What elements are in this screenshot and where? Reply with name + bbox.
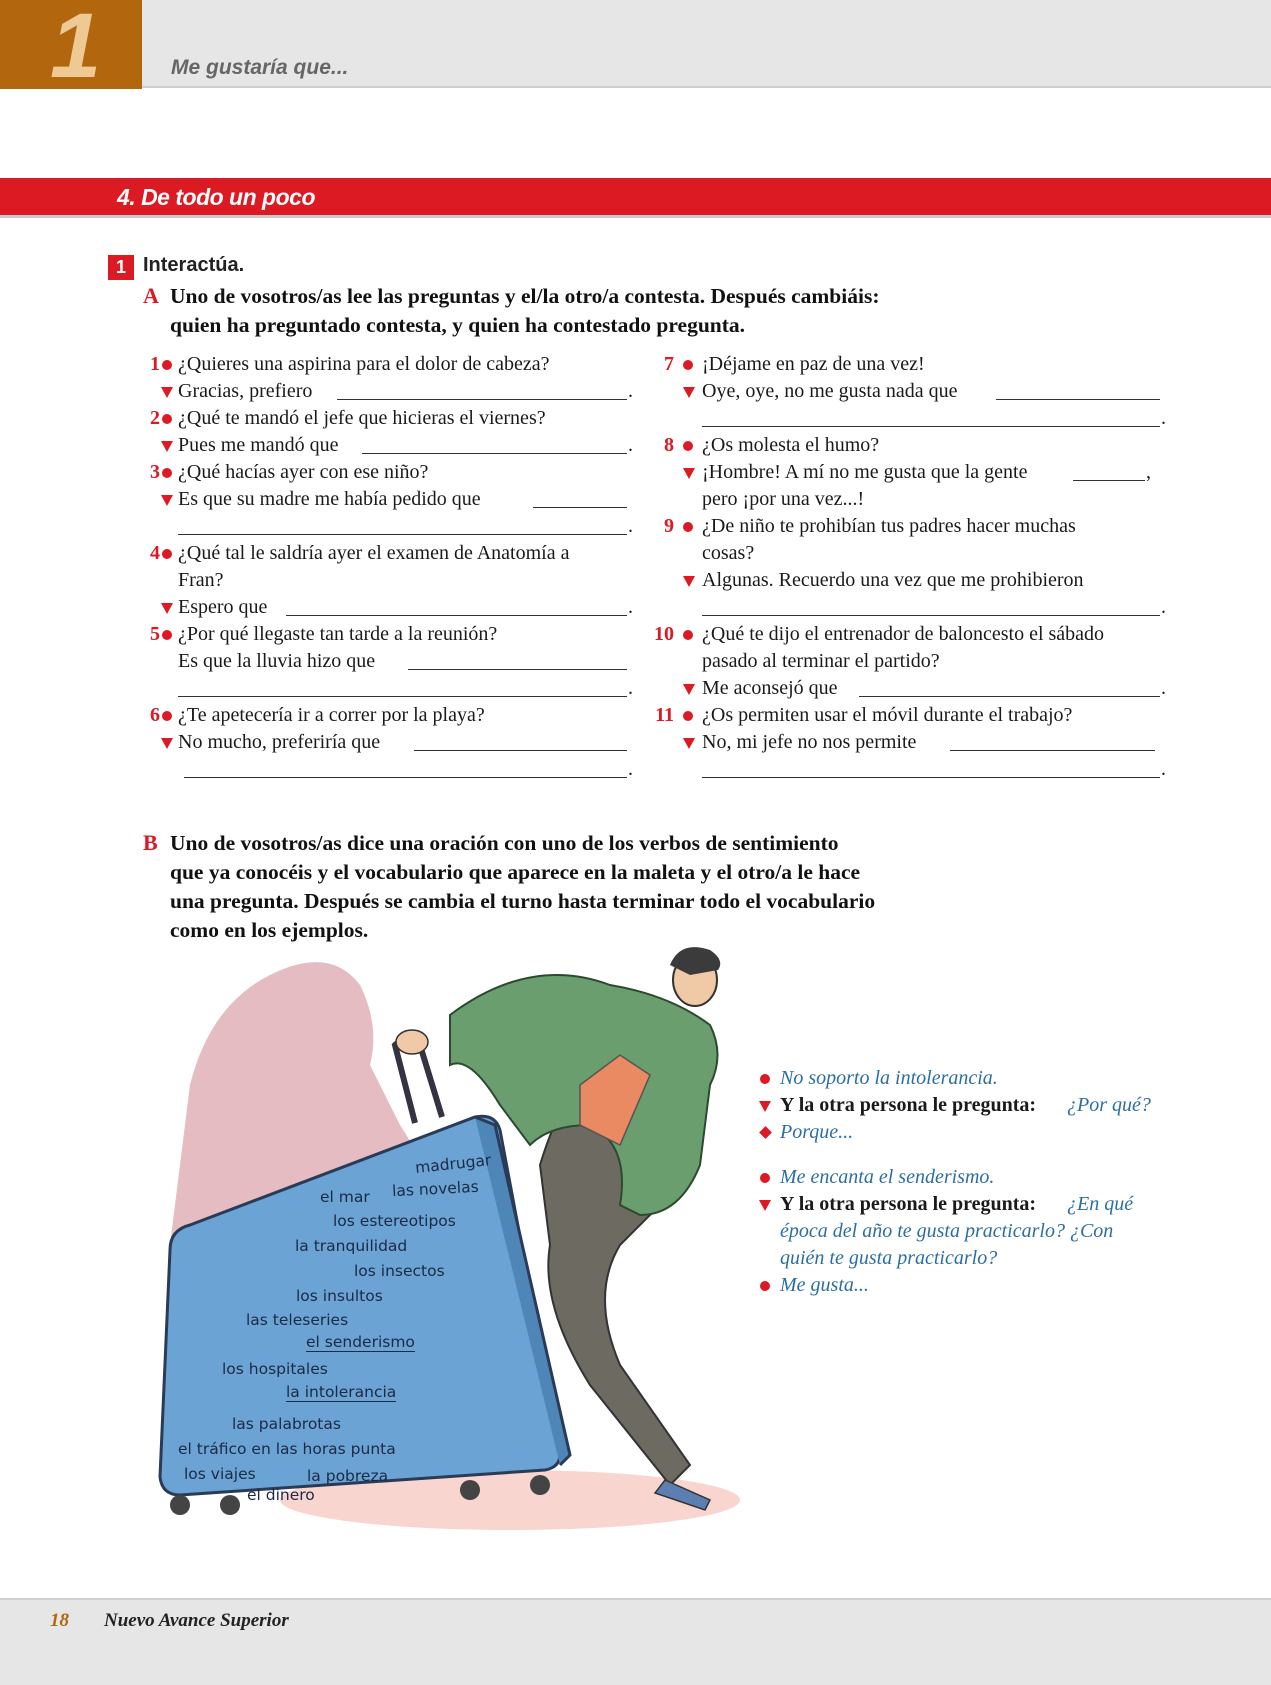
item-8-answer-cont [650, 486, 1170, 513]
speaker-a-dot-icon [760, 1173, 770, 1183]
wheel [220, 1495, 240, 1515]
speaker-b-triangle-icon [683, 468, 695, 479]
vocab-word: el tráfico en las horas punta [178, 1440, 396, 1458]
item-1-question [130, 351, 650, 378]
speaker-b-triangle-icon [161, 495, 173, 506]
speaker-a-dot-icon [162, 630, 172, 640]
example-text: Y la otra persona le pregunta: [780, 1193, 1037, 1215]
exercise-number: 1 [108, 255, 134, 280]
question-text: Fran? [178, 569, 224, 591]
item-number: 1 [150, 353, 160, 375]
period: . [1161, 596, 1166, 618]
answer-text: Algunas. Recuerdo una vez que me prohibieron [702, 569, 1084, 591]
person-hand [396, 1030, 428, 1054]
item-10-question-cont [650, 648, 1170, 675]
example-text: Me gusta... [780, 1274, 869, 1296]
question-text: ¿Qué te dijo el entrenador de baloncesto el sábado [702, 623, 1105, 645]
speaker-b-triangle-icon [161, 387, 173, 398]
example-text: No soporto la intolerancia. [780, 1067, 998, 1089]
item-6-answer-cont [130, 756, 650, 783]
speaker-b-triangle-icon [161, 738, 173, 749]
question-text: ¿Qué te mandó el jefe que hicieras el viernes? [178, 407, 546, 429]
dialogue-column-right [650, 351, 1170, 783]
vocab-word: las novelas [391, 1177, 480, 1201]
question-text: ¿Te apetecería ir a correr por la playa? [178, 704, 485, 726]
answer-blank[interactable] [859, 677, 1160, 697]
item-9-answer [650, 567, 1170, 594]
item-7-question [650, 351, 1170, 378]
speaker-a-dot-icon [162, 549, 172, 559]
traveler-with-suitcase-illustration [150, 945, 790, 1545]
item-11-answer-cont [650, 756, 1170, 783]
period: . [1161, 758, 1166, 780]
item-9-answer-cont [650, 594, 1170, 621]
item-number: 5 [150, 623, 160, 645]
answer-text: Me aconsejó que [702, 677, 838, 699]
answer-blank[interactable] [178, 515, 627, 535]
item-4-question-cont [130, 567, 650, 594]
vocab-word: la tranquilidad [295, 1237, 408, 1255]
answer-blank[interactable] [950, 731, 1155, 751]
item-number: 11 [655, 704, 674, 726]
answer-text: ¡Hombre! A mí no me gusta que la gente [702, 461, 1028, 483]
speaker-b-triangle-icon [161, 603, 173, 614]
speaker-b-triangle-icon [683, 576, 695, 587]
page-number: 18 [50, 1610, 69, 1631]
part-b-letter: B [143, 830, 158, 855]
speaker-b-triangle-icon [759, 1200, 771, 1211]
question-text: ¿Os molesta el humo? [702, 434, 880, 456]
item-3-question [130, 459, 650, 486]
item-4-answer [130, 594, 650, 621]
vocab-word: las teleseries [246, 1311, 349, 1329]
item-10-question [650, 621, 1170, 648]
item-5-answer [130, 648, 650, 675]
book-title: Nuevo Avance Superior [104, 1610, 289, 1631]
wheel [460, 1480, 480, 1500]
item-11-question [650, 702, 1170, 729]
answer-text: No mucho, preferiría que [178, 731, 381, 753]
speaker-a-dot-icon [162, 414, 172, 424]
question-text: ¿Por qué llegaste tan tarde a la reunión? [178, 623, 498, 645]
item-2-answer [130, 432, 650, 459]
example-text: quién te gusta practicarlo? [780, 1247, 998, 1269]
answer-blank[interactable] [702, 758, 1160, 778]
item-3-answer-cont [130, 513, 650, 540]
speaker-a-dot-icon [162, 711, 172, 721]
vocab-word-underlined: la intolerancia [286, 1383, 397, 1401]
period: . [1161, 407, 1166, 429]
example-text: ¿En qué [1067, 1193, 1134, 1215]
item-4-question [130, 540, 650, 567]
unit-badge [0, 0, 142, 97]
vocab-word: los hospitales [222, 1360, 328, 1378]
speaker-a-dot-icon [683, 441, 693, 451]
answer-blank[interactable] [408, 650, 627, 670]
wheel [170, 1495, 190, 1515]
part-b-instruction-line1: Uno de vosotros/as dice una oración con uno de los verbos de sentimiento [170, 831, 839, 855]
answer-blank[interactable] [533, 488, 627, 508]
footer-bar [0, 1598, 1271, 1685]
period: . [628, 758, 633, 780]
speaker-b-triangle-icon [683, 387, 695, 398]
item-3-answer [130, 486, 650, 513]
answer-blank[interactable] [1073, 461, 1145, 481]
vocab-word: las palabrotas [232, 1415, 341, 1433]
vocab-word: los insultos [296, 1287, 383, 1305]
vocab-word: el dinero [247, 1486, 315, 1504]
period: . [628, 677, 633, 699]
speaker-a-dot-icon [683, 522, 693, 532]
item-8-question [650, 432, 1170, 459]
answer-text: Es que su madre me había pedido que [178, 488, 481, 510]
item-8-answer [650, 459, 1170, 486]
vocab-word: madrugar [414, 1151, 493, 1177]
item-5-answer-cont [130, 675, 650, 702]
answer-blank[interactable] [184, 758, 627, 778]
comma: , [1146, 461, 1151, 483]
answer-blank[interactable] [337, 380, 627, 400]
part-a-instruction-line1: Uno de vosotros/as lee las preguntas y el/la otro/a contesta. Después cambiáis: [170, 284, 880, 308]
answer-text: Espero que [178, 596, 268, 618]
item-7-answer [650, 378, 1170, 405]
item-2-question [130, 405, 650, 432]
example-text: Y la otra persona le pregunta: [780, 1094, 1037, 1116]
unit-number: 1 [50, 0, 100, 97]
item-9-question-cont [650, 540, 1170, 567]
item-6-answer [130, 729, 650, 756]
example-text: ¿Por qué? [1067, 1094, 1151, 1116]
question-text: ¿Os permiten usar el móvil durante el trabajo? [702, 704, 1073, 726]
item-number: 8 [664, 434, 674, 456]
answer-text: Es que la lluvia hizo que [178, 650, 376, 672]
question-text: ¡Déjame en paz de una vez! [702, 353, 925, 375]
question-text: ¿De niño te prohibían tus padres hacer muchas [702, 515, 1076, 537]
speaker-a-dot-icon [162, 360, 172, 370]
section-bar [0, 178, 1271, 218]
example-text: Porque... [780, 1121, 854, 1143]
speaker-b-triangle-icon [759, 1101, 771, 1112]
speaker-a-dot-icon [683, 711, 693, 721]
answer-blank[interactable] [996, 380, 1160, 400]
item-6-question [130, 702, 650, 729]
answer-text: Oye, oye, no me gusta nada que [702, 380, 958, 402]
item-number: 10 [654, 623, 674, 645]
question-text: ¿Quieres una aspirina para el dolor de cabeza? [178, 353, 550, 375]
dialogue-column-left [130, 351, 650, 783]
item-9-question [650, 513, 1170, 540]
item-1-answer [130, 378, 650, 405]
answer-text: Pues me mandó que [178, 434, 339, 456]
item-number: 9 [664, 515, 674, 537]
vocab-word: el mar [320, 1188, 370, 1206]
vocab-word: la pobreza [307, 1467, 389, 1485]
speaker-a-dot-icon [683, 630, 693, 640]
period: . [628, 515, 633, 537]
question-text: ¿Qué tal le saldría ayer el examen de Anatomía a [178, 542, 570, 564]
speaker-b-triangle-icon [683, 684, 695, 695]
part-a-instruction-line2: quien ha preguntado contesta, y quien ha contestado pregunta. [170, 313, 746, 337]
vocab-word: los viajes [184, 1465, 256, 1483]
header-bar [0, 0, 1271, 97]
speaker-b-triangle-icon [161, 441, 173, 452]
part-b-instruction-line4: como en los ejemplos. [170, 918, 369, 942]
answer-blank[interactable] [702, 407, 1160, 427]
item-number: 6 [150, 704, 160, 726]
vocab-word: los insectos [354, 1262, 445, 1280]
vocab-word-underlined: el senderismo [306, 1333, 415, 1351]
answer-text: pero ¡por una vez...! [702, 488, 865, 510]
question-text: pasado al terminar el partido? [702, 650, 940, 672]
answer-blank[interactable] [178, 677, 627, 697]
part-b-instruction-line3: una pregunta. Después se cambia el turno hasta terminar todo el vocabulario [170, 889, 876, 913]
item-10-answer [650, 675, 1170, 702]
answer-text: Gracias, prefiero [178, 380, 313, 402]
example-text: Me encanta el senderismo. [780, 1166, 995, 1188]
part-b-instruction-line2: que ya conocéis y el vocabulario que aparece en la maleta y el otro/a le hace [170, 860, 861, 884]
period: . [628, 380, 633, 402]
answer-blank[interactable] [702, 596, 1160, 616]
wheel [530, 1475, 550, 1495]
answer-blank[interactable] [362, 434, 627, 454]
answer-text: No, mi jefe no nos permite [702, 731, 917, 753]
speaker-a-dot-icon [760, 1281, 770, 1291]
item-7-answer-cont [650, 405, 1170, 432]
item-11-answer [650, 729, 1170, 756]
speaker-a-dot-icon [760, 1074, 770, 1084]
unit-title: Me gustaría que... [171, 56, 349, 79]
speaker-b-triangle-icon [683, 738, 695, 749]
item-number: 7 [664, 353, 674, 375]
item-5-question [130, 621, 650, 648]
vocab-word: los estereotipos [333, 1212, 456, 1230]
example-text: época del año te gusta practicarlo? ¿Con [780, 1220, 1114, 1242]
exercise-title: Interactúa. [143, 254, 245, 276]
answer-blank[interactable] [414, 731, 627, 751]
question-text: ¿Qué hacías ayer con ese niño? [178, 461, 429, 483]
part-a-letter: A [143, 283, 159, 308]
section-title: 4. De todo un poco [117, 184, 315, 210]
period: . [1161, 677, 1166, 699]
speaker-a-dot-icon [162, 468, 172, 478]
question-text: cosas? [702, 542, 755, 564]
item-number: 2 [150, 407, 160, 429]
period: . [628, 596, 633, 618]
answer-blank[interactable] [286, 596, 627, 616]
speaker-a-dot-icon [683, 360, 693, 370]
item-number: 4 [150, 542, 160, 564]
item-number: 3 [150, 461, 160, 483]
period: . [628, 434, 633, 456]
